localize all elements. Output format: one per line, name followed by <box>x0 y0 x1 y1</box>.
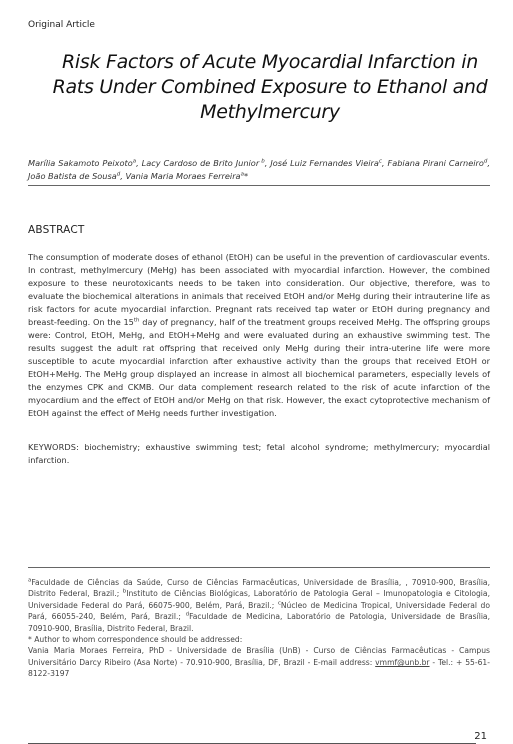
author-5: João Batista de Sousa$^d$, <box>28 171 126 181</box>
keywords-label: KEYWORDS <box>28 442 77 452</box>
author-2: Lacy Cardoso de Brito Junior $^b$, <box>141 158 271 168</box>
author-4: Fabiana Pirani Carneiro$^d$, <box>387 158 490 168</box>
author-1: Marília Sakamoto Peixoto$^a$, <box>28 158 142 168</box>
abstract-heading: ABSTRACT <box>28 224 85 236</box>
affiliations: $^a$Faculdade de Ciências da Saúde, Curso de Ciências Farmacêuticas, Universidade de Brasília, , 70910-900, Brasília, Distrito Federal, Brazil.; $^b$Instituto de Ciências Biológicas, Laboratório de Patologia Geral – Imunopatologia e Citologia, Universidade Federal do Pará, 66075-900, Belém, Pará, Brazil.; $^c$Núcleo de Medicina Tropical, Universidade Federal do Pará, 66055-240, Belém, Pará, Brazil.; $^d$Faculdade de Medicina, Laboratório de Patologia, Universidade de Brasília, 70910-900, Brasília, Distrito Federal, Brazil. <box>28 577 490 633</box>
keywords <box>28 441 490 467</box>
article-title: Risk Factors of Acute Myocardial Infarction in Rats Under Combined Exposure to Ethanol and Methylmercury <box>52 51 488 123</box>
email-link[interactable]: vmmf@unb.br <box>375 657 430 667</box>
author-6: Vania Maria Moraes Ferreira$^a$ <box>125 171 244 181</box>
correspondence-heading: * Author to whom correspondence should be addressed: <box>28 635 243 645</box>
keywords-text: : biochemistry; exhaustive swimming test; fetal alcohol syndrome; methylmercury; myocardial infarction. <box>28 442 490 465</box>
corresponding-author-mark: * <box>243 171 249 181</box>
footnotes <box>28 577 490 680</box>
abstract-body: The consumption of moderate doses of ethanol (EtOH) can be useful in the prevention of cardiovascular events. In contrast, methylmercury (MeHg) has been associated with myocardial infarction. However, the combined exposure to these neurotoxicants needs to be taken into consideration. Our objective, therefore, was to evaluate the biochemical alterations in animals that received EtOH and/or MeHg during their intrauterine life as risk factors for acute myocardial infarction. Pregnant rats received tap water or EtOH during pregnancy and breast-feeding. On the 15th day of pregnancy, half of the treatment groups received MeHg. The offspring groups were: Control, EtOH, MeHg, and EtOH+MeHg and were evaluated during an exhaustive swimming test. The results suggest the adult rat offspring that received only MeHg during their intra-uterine life were more susceptible to acute myocardial infarction after exhaustive activity than the groups that received EtOH or EtOH+MeHg. The MeHg group displayed an increase in almost all biochemical parameters, especially levels of the enzymes CPK and CKMB. Our data complement research related to the risk of acute infarction of the myocardium and the effect of EtOH and/or MeHg on that risk. However, the exact cytoprotective mechanism of EtOH against the effect of MeHg needs further investigation. <box>28 252 490 418</box>
footnote-divider <box>28 567 490 568</box>
author-list <box>28 157 490 183</box>
page-number: 21 <box>474 731 487 742</box>
author-divider <box>28 185 490 186</box>
correspondence-text: Vania Maria Moraes Ferreira, PhD - Universidade de Brasília (UnB) - Curso de Ciências Farmacêuticas - Campus Universitário Darcy Ribeiro (Asa Norte) - 70.910-900, Brasília, DF, Brazil - E-mail address: vmmf@unb.br - Tel.: + 55-61-8122-3197 <box>28 646 490 679</box>
section-label: Original Article <box>28 20 95 30</box>
author-3: José Luiz Fernandes Vieira$^c$, <box>270 158 388 168</box>
